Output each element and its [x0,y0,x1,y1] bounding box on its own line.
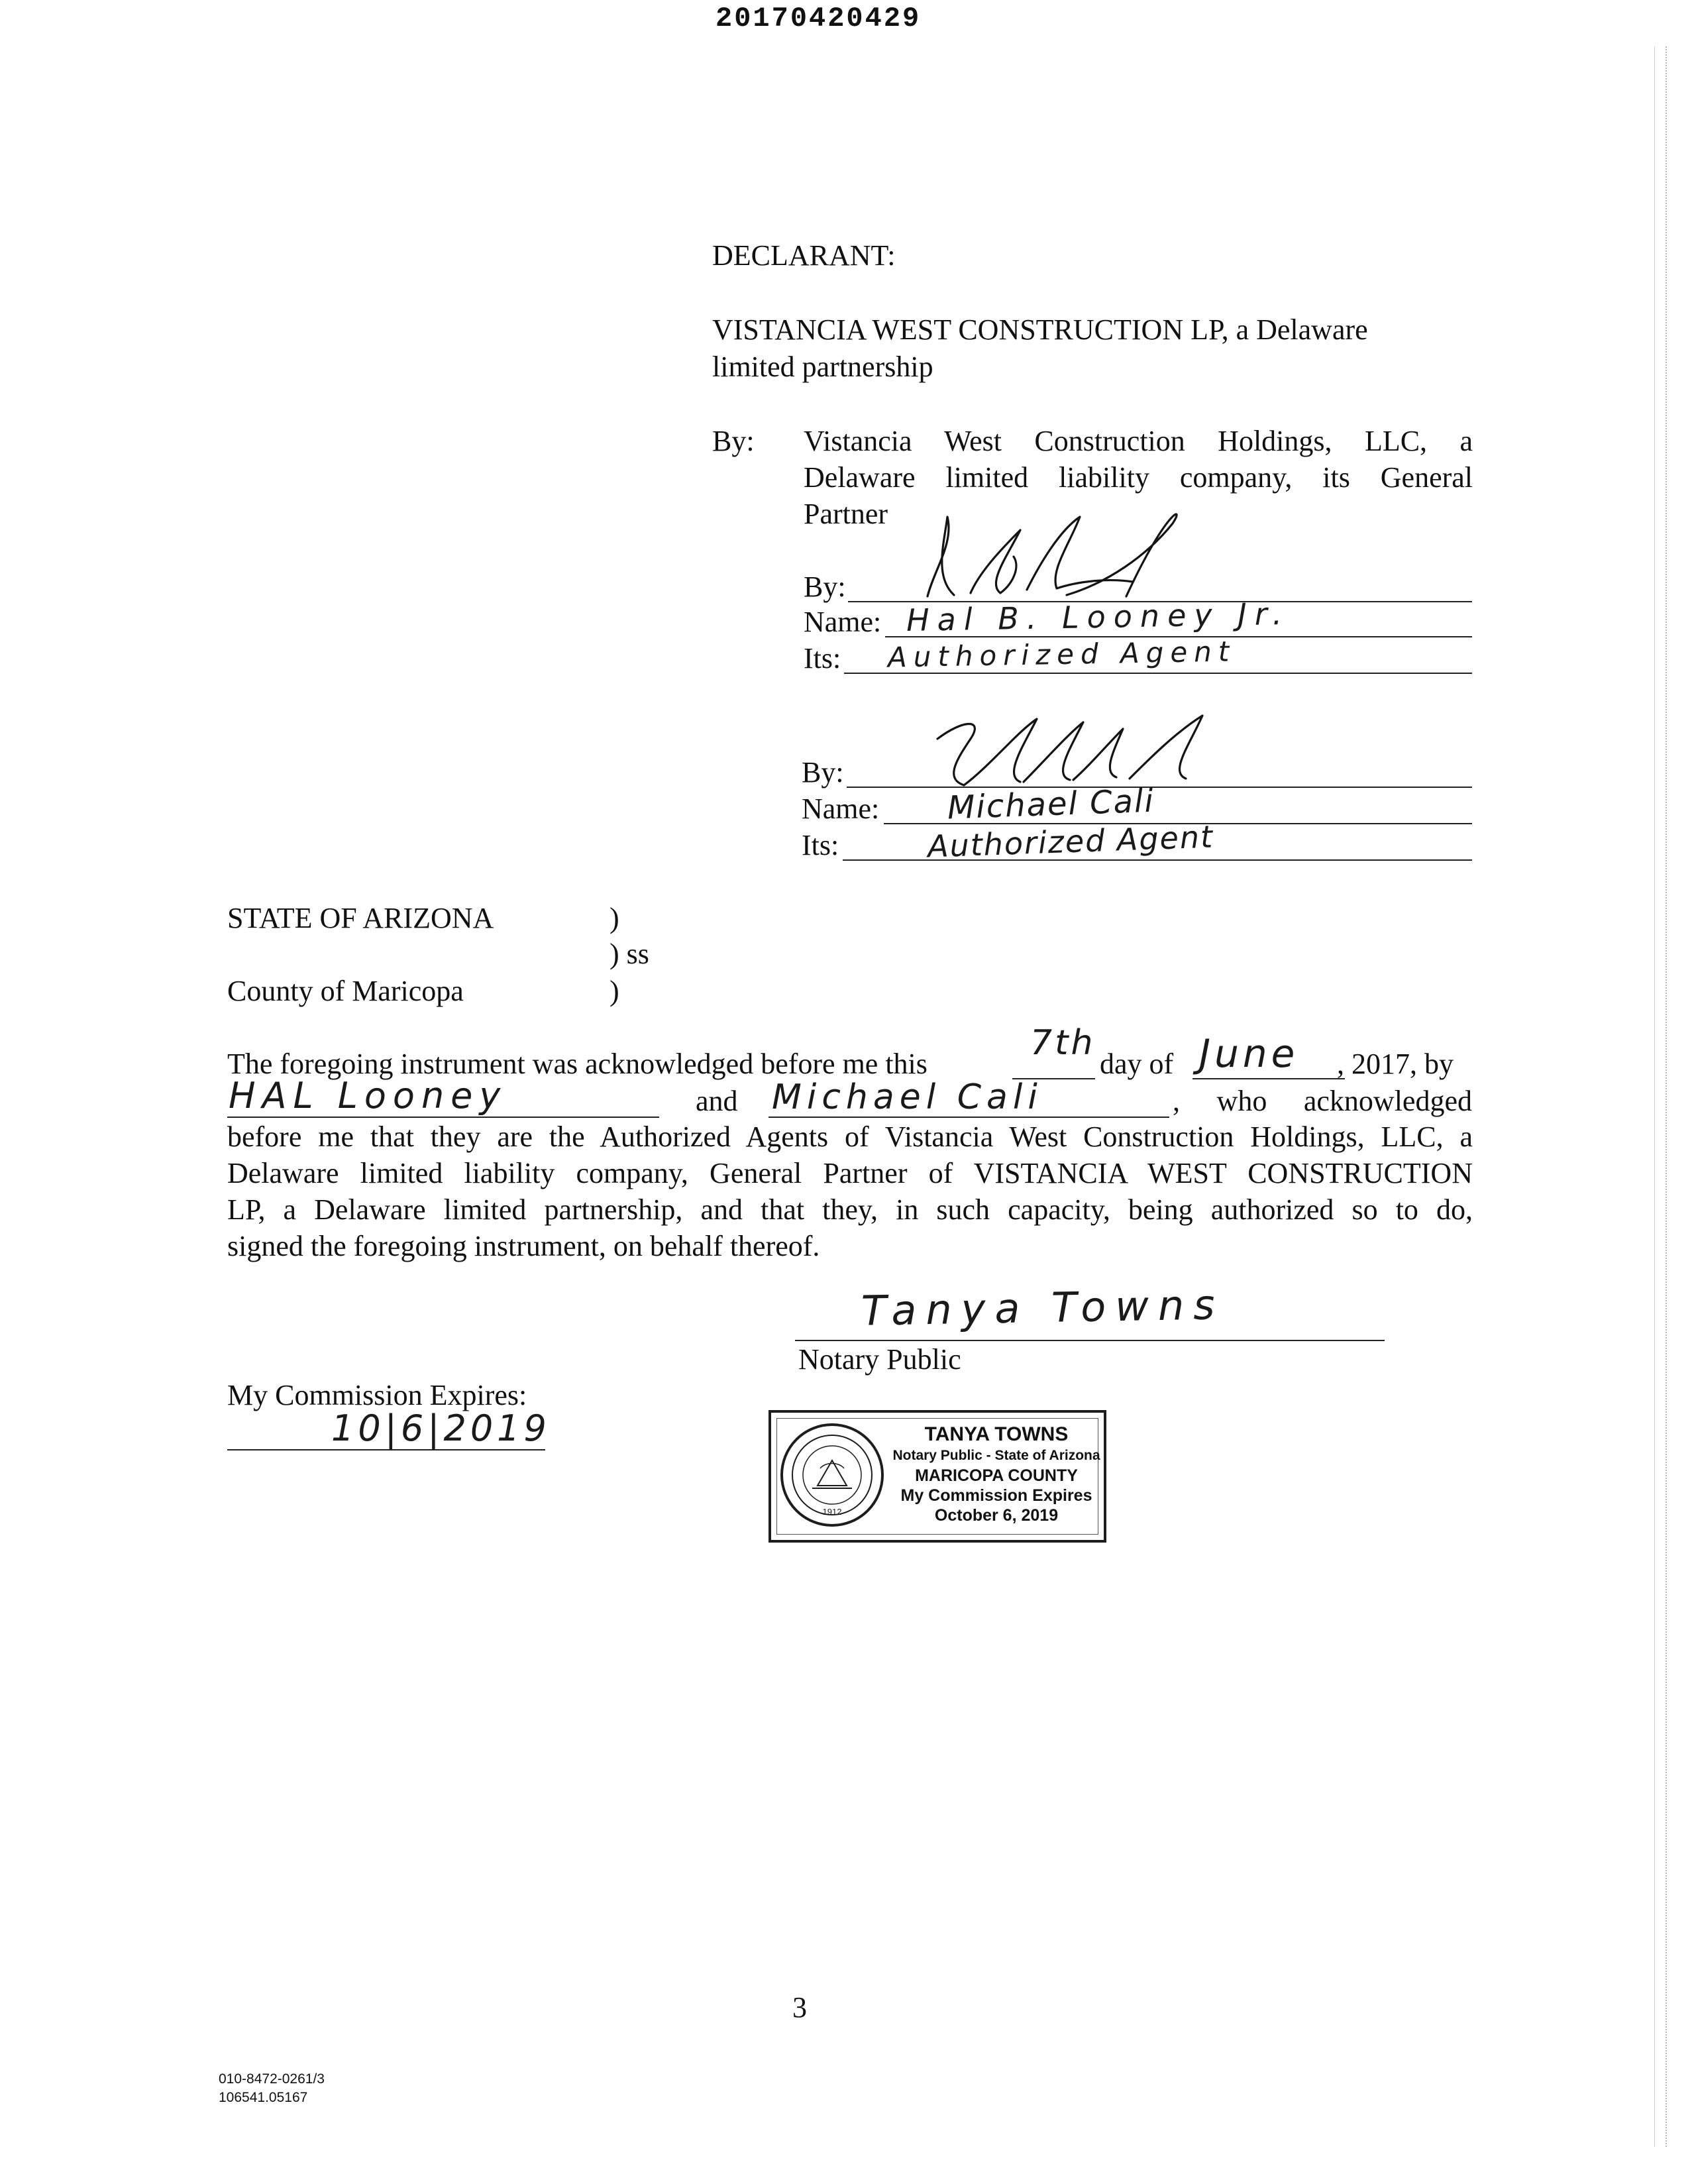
venue-county: County of Maricopa [227,975,464,1007]
general-partner-line-3: Partner [804,498,888,530]
ack-day-value: 7th [1030,1023,1096,1063]
declarant-heading: DECLARANT: [712,239,896,272]
footer-ref-2: 106541.05167 [219,2090,308,2105]
stamp-line-4: My Commission Expires [900,1486,1092,1505]
general-partner-line-1: Vistancia West Construction Holdings, LLC, a [804,425,1473,457]
signatory-2-by-label: By: [802,756,844,789]
signatory-1-name-label: Name: [804,606,882,638]
signatory-2-its-label: Its: [802,829,839,861]
ack-line-1-b: day of [1100,1048,1174,1080]
declarant-entity-line-2: limited partnership [712,351,933,383]
venue-ss: ) ss [610,938,649,970]
notary-signature-name: Tanya Towns [861,1280,1225,1335]
stamp-line-2: Notary Public - State of Arizona [892,1448,1100,1463]
ack-line-5: LP, a Delaware limited partnership, and that they, in such capacity, being authorized so to do, [227,1193,1473,1226]
ack-month-value: June [1199,1031,1299,1076]
signatory-2-its-value: Authorized Agent [927,818,1214,865]
recording-number: 20170420429 [716,3,922,34]
signatory-2-signature [924,712,1229,792]
footer-ref-1: 010-8472-0261/3 [219,2071,325,2087]
ack-person-1: HAL Looney [229,1075,507,1117]
signatory-1-name-value: Hal B. Looney Jr. [906,595,1291,639]
ack-person-2: Michael Cali [772,1077,1043,1117]
commission-label: My Commission Expires: [227,1379,527,1411]
state-seal-icon [779,1422,885,1528]
notary-public-label: Notary Public [798,1343,961,1376]
notary-stamp [768,1410,1106,1543]
commission-date: 10|6|2019 [331,1407,551,1449]
ack-line-2-end: , who acknowledged [1173,1085,1472,1117]
signatory-1-signature [908,504,1199,603]
signatory-1-its-label: Its: [804,642,841,675]
signatory-1-its-value: Authorized Agent [887,635,1236,674]
declarant-by-label: By: [712,425,755,457]
ack-line-3: before me that they are the Authorized Agents of Vistancia West Construction Holdings, LLC, a [227,1120,1473,1153]
seal-year: 1912 [822,1507,842,1517]
stamp-line-3: MARICOPA COUNTY [915,1466,1078,1485]
scan-edge-line [1654,46,1655,2147]
ack-line-1-a: The foregoing instrument was acknowledged before me this [227,1048,928,1080]
signatory-2-name-value: Michael Cali [947,782,1155,827]
notary-signature-line [795,1340,1385,1341]
ack-line-6: signed the foregoing instrument, on behalf thereof. [227,1230,820,1262]
general-partner-line-2: Delaware limited liability company, its General [804,461,1473,494]
ack-month-line [1192,1078,1345,1079]
notary-stamp-text [892,1423,1101,1525]
ack-person-1-line [227,1117,659,1118]
stamp-line-5: October 6, 2019 [934,1506,1059,1525]
commission-date-line [227,1449,545,1450]
ack-line-1-c: , 2017, by [1337,1048,1454,1080]
page-number: 3 [792,1991,807,2024]
declarant-entity-line-1: VISTANCIA WEST CONSTRUCTION LP, a Delaware [712,313,1368,346]
ack-and: and [696,1085,738,1117]
scan-edge-dots [1666,46,1667,2147]
signatory-2-name-label: Name: [802,792,880,825]
venue-paren-top: ) [610,902,619,934]
stamp-notary-name: TANYA TOWNS [924,1423,1069,1445]
ack-line-4: Delaware limited liability company, General Partner of VISTANCIA WEST CONSTRUCTION [227,1157,1473,1189]
venue-paren-bottom: ) [610,975,619,1007]
signatory-1-by-label: By: [804,571,846,603]
venue-state: STATE OF ARIZONA [227,902,494,934]
